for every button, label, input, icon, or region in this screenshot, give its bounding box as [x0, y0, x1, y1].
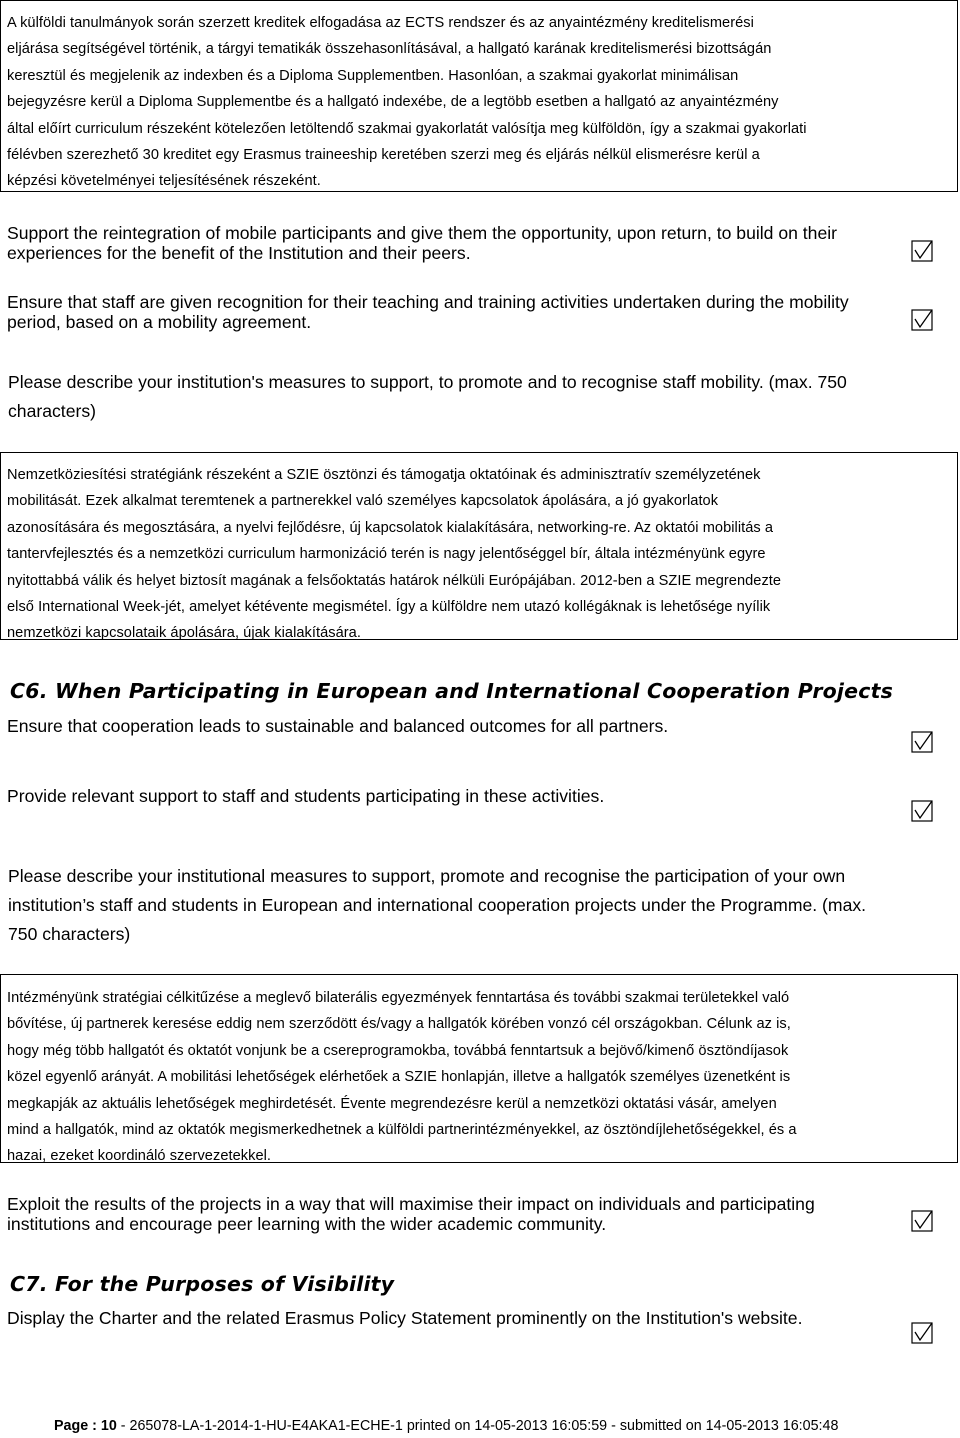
- document-details: - 265078-LA-1-2014-1-HU-E4AKA1-ECHE-1 printed on 14-05-2013 16:05:59 - submitted on 14-05-2013 16:05:48: [116, 1418, 839, 1434]
- answer-line: mobilitását. Ezek alkalmat teremtenek a partnerekkel való személyes kapcsolatok ápolására, a jó gyakorlatok: [7, 493, 719, 510]
- cooperation-answer-box: [0, 974, 958, 1163]
- answer-line: nemzetközi kapcsolataik ápolására, újak kialakítására.: [7, 625, 361, 642]
- answer-line: Nemzetköziesítési stratégiánk részeként a SZIE ösztönzi és támogatja oktatóinak és adminisztratív személyzetének: [7, 467, 761, 483]
- answer-line: megkapják az aktuális lehetőségek meghirdetését. Évente megrendezésre kerül a nemzetközi oktatási vásár, amelyen: [7, 1095, 777, 1112]
- staff-mobility-prompt-line: Please describe your institution's measures to support, to promote and to recognise staff mobility. (max. 750: [8, 372, 847, 392]
- answer-line: azonosítására és megosztására, a nyelvi fejlődésre, új kapcsolatok kialakítására, networking-re. Az oktatói mobilitás a: [7, 519, 774, 536]
- section-heading-c7: C7. For the Purposes of Visibility: [10, 1272, 395, 1296]
- intro-line: képzési követelményei teljesítésének részeként.: [7, 173, 321, 190]
- answer-line: hazai, ezeket koordináló szervezetekkel.: [7, 1148, 272, 1165]
- checked-checkbox-icon[interactable]: [911, 240, 933, 262]
- staff-mobility-prompt-line: characters): [8, 401, 96, 421]
- answer-line: nyitottabbá válik és helyet biztosít magának a felsőoktatás határok nélküli Európájában. 2012-ben a SZIE megrendezte: [7, 572, 782, 589]
- checked-checkbox-icon[interactable]: [911, 800, 933, 822]
- answer-line: tantervfejlesztés és a nemzetközi curriculum harmonizáció terén is nagy jelentőséggel bír, általa intézményünk egyre: [7, 546, 766, 563]
- requirement-display: Display the Charter and the related Erasmus Policy Statement prominently on the Institution's website.: [7, 1308, 803, 1328]
- answer-line: mind a hallgatók, mind az oktatók megismerkedhetnek a külföldi partnerintézményekkel, az ösztöndíjlehetőségekkel, és a: [7, 1122, 797, 1139]
- intro-line: bejegyzésre kerül a Diploma Supplementbe és a hallgató indexébe, de a legtöbb esetben a hallgató az anyaintézmény: [7, 94, 779, 111]
- intro-line: A külföldi tanulmányok során szerzett kreditek elfogadása az ECTS rendszer és az anyaintézmény kreditelismerési: [7, 15, 754, 31]
- staff-mobility-answer-box: [0, 452, 958, 640]
- intro-line: által előírt curriculum részeként kötelezően letöltendő szakmai gyakorlatát valósítja meg külföldön, így a szakmai gyakorlati: [7, 120, 807, 137]
- checked-checkbox-icon[interactable]: [911, 1322, 933, 1344]
- cooperation-prompt-line: 750 characters): [8, 924, 131, 944]
- answer-line: első International Week-jét, amelyet kétévente megismétel. Így a külföldre nem utazó kollégáknak is lehetősége nyílik: [7, 599, 771, 616]
- answer-line: közel egyenlő arányát. A mobilitási lehetőségek elérhetőek a SZIE honlapján, illetve a hallgatók személyes üzenetként is: [7, 1069, 791, 1086]
- page-footer: [54, 1418, 838, 1434]
- requirement-sustainable: Ensure that cooperation leads to sustainable and balanced outcomes for all partners.: [7, 716, 669, 736]
- answer-line: hogy még több hallgatót és oktatót vonjunk be a csereprogramokba, továbbá fenntartsuk a bejövő/kimenő ösztöndíjasok: [7, 1042, 789, 1059]
- intro-line: félévben szerezhető 30 kreditet egy Erasmus traineeship keretében szerzi meg és eljárás nélkül elismerésre kerül a: [7, 147, 760, 164]
- intro-text-box: [0, 0, 958, 192]
- checked-checkbox-icon[interactable]: [911, 731, 933, 753]
- intro-line: keresztül és megjelenik az indexben és a Diploma Supplementben. Hasonlóan, a szakmai gyakorlat minimálisan: [7, 67, 739, 84]
- cooperation-prompt-line: institution’s staff and students in European and international cooperation projects under the Programme. (max.: [8, 895, 867, 915]
- answer-line: Intézményünk stratégiai célkitűzése a meglevő bilaterális egyezmények fenntartása és további szakmai területekkel való: [7, 990, 790, 1006]
- page-number: Page : 10: [54, 1418, 117, 1434]
- requirement-staff-recognition: Ensure that staff are given recognition for their teaching and training activities undertaken during the mobility period, based on a mobility agreement.: [7, 292, 849, 332]
- answer-line: bővítése, új partnerek keresése eddig nem szerződött és/vagy a hallgatók körében vonzó cél országokban. Célunk az is,: [7, 1016, 791, 1033]
- checked-checkbox-icon[interactable]: [911, 309, 933, 331]
- cooperation-prompt-line: Please describe your institutional measures to support, promote and recognise the participation of your own: [8, 866, 846, 886]
- requirement-exploit: Exploit the results of the projects in a way that will maximise their impact on individuals and participating institutions and encourage peer learning with the wider academic community.: [7, 1194, 815, 1234]
- section-heading-c6: C6. When Participating in European and International Cooperation Projects: [10, 679, 894, 703]
- requirement-support-staff: Provide relevant support to staff and students participating in these activities.: [7, 786, 605, 806]
- checked-checkbox-icon[interactable]: [911, 1210, 933, 1232]
- intro-line: eljárása segítségével történik, a tárgyi tematikák összehasonlításával, a hallgató karának kreditelismerési bizottságán: [7, 41, 772, 58]
- requirement-reintegration: Support the reintegration of mobile participants and give them the opportunity, upon return, to build on their experiences for the benefit of the Institution and their peers.: [7, 223, 838, 263]
